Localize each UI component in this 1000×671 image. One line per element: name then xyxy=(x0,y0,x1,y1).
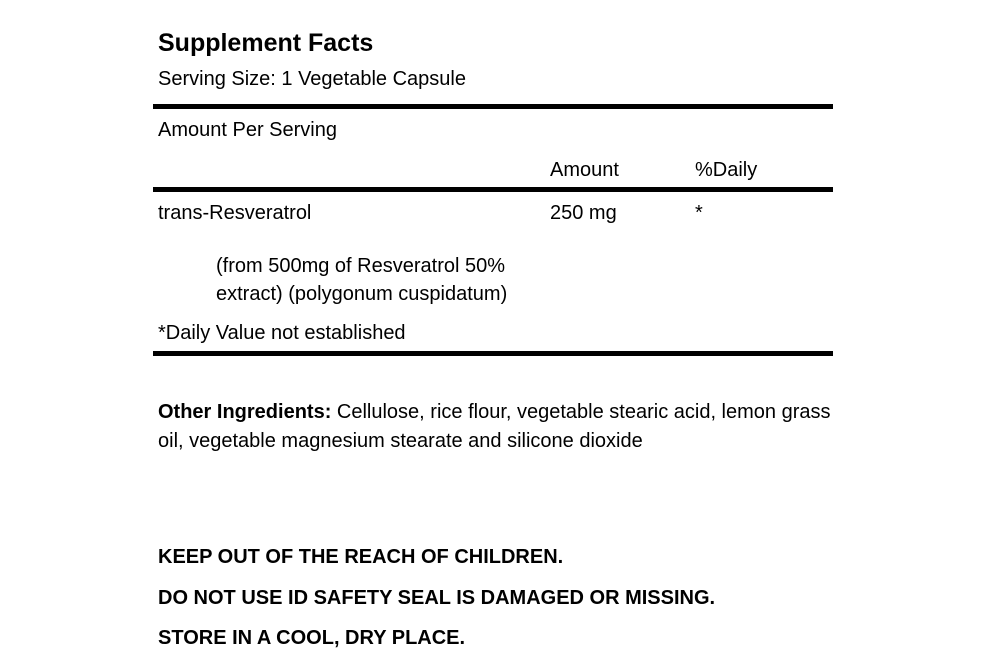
divider-bottom xyxy=(153,351,833,356)
divider-top xyxy=(153,104,833,109)
warning-storage: STORE IN A COOL, DRY PLACE. xyxy=(158,627,466,649)
warning-safety-seal: DO NOT USE ID SAFETY SEAL IS DAMAGED OR MISSING. xyxy=(158,587,716,609)
nutrient-name: trans-Resveratrol xyxy=(158,202,312,224)
other-ingredients-text: Cellulose, rice flour, vegetable stearic acid, lemon grass oil, vegetable magnesium stearate and silicone dioxide xyxy=(158,401,831,452)
nutrient-source-note-line1: (from 500mg of Resveratrol 50% xyxy=(216,255,506,277)
divider-header xyxy=(153,187,833,192)
daily-value-footnote: *Daily Value not established xyxy=(158,322,406,344)
warning-children: KEEP OUT OF THE REACH OF CHILDREN. xyxy=(158,546,564,568)
other-ingredients-label: Other Ingredients: xyxy=(158,401,332,423)
panel-title: Supplement Facts xyxy=(158,29,374,57)
nutrient-daily-value: * xyxy=(695,202,703,224)
nutrient-source-note-line2: extract) (polygonum cuspidatum) xyxy=(216,283,508,305)
serving-size: Serving Size: 1 Vegetable Capsule xyxy=(158,68,466,90)
column-header-daily: %Daily xyxy=(695,159,758,181)
column-header-amount: Amount xyxy=(550,159,619,181)
nutrient-amount: 250 mg xyxy=(550,202,617,224)
other-ingredients xyxy=(158,398,858,456)
amount-per-serving-label: Amount Per Serving xyxy=(158,119,337,141)
